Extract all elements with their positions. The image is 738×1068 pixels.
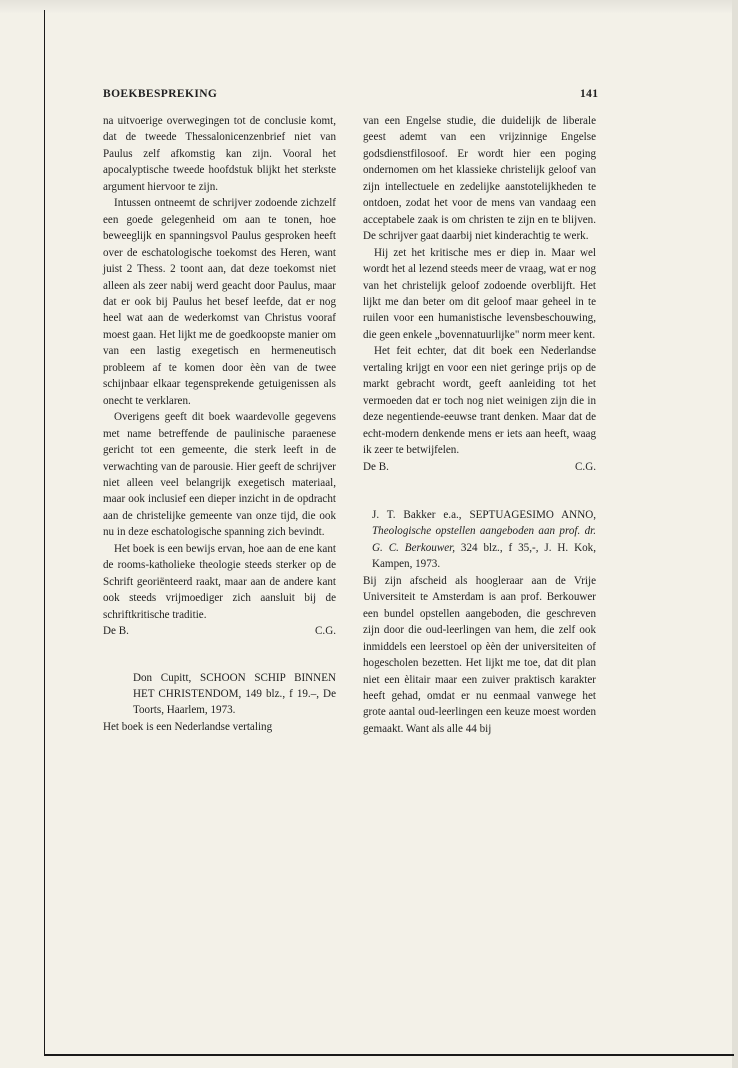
running-title: BOEKBESPREKING: [103, 88, 218, 100]
paragraph: na uitvoerige overwegingen tot de conclusie komt, dat de tweede Thessalonicenzenbrief niet van Paulus zelf afkomstig kan zijn. Vooral het apocalyptische tweede hoofdstuk blijkt het sterkste argument hiervoor te zijn.: [103, 115, 336, 193]
paragraph: Bij zijn afscheid als hoogleraar aan de Vrije Universiteit te Amsterdam is aan prof. Berkouwer een bundel opstellen aangeboden, die geschreven zijn door die oud-leerlingen van hem, die zelf ook inmiddels een leerstoel op èèn der universiteiten of hogescholen bezetten. Het lijkt me toe, dat dit plan niet een èlitair maar een zuiver praktisch karakter heeft gehad, omdat er nu eenmaal vanwege het grote aantal oud-leerlingen een keuze moest worden gemaakt. Want als alle 44 bij: [363, 574, 596, 735]
page-number: 141: [580, 88, 599, 100]
reference-text: Don Cupitt, SCHOON SCHIP BINNEN HET CHRISTENDOM, 149 blz., f 19.–, De Toorts, Haarlem, 1973.: [133, 671, 336, 717]
paragraph: Het feit echter, dat dit boek een Nederlandse vertaling krijgt en voor een niet geringe prijs op de markt gebracht wordt, geeft aanleiding tot het vermoeden dat er toch nog niet weinigen zijn die in deze negentiende-eeuwse trant denken. Maar dat de echt-modern denkende mens er iets aan heeft, waag ik zeer te betwijfelen.: [363, 345, 596, 457]
page-top-shadow: [0, 0, 738, 14]
signature-initials: C.G.: [575, 460, 596, 473]
book-reference: [103, 670, 336, 719]
signature-place: De B.: [363, 460, 389, 473]
reference-authors: J. T. Bakker e.a., SEPTUAGESIMO ANNO,: [372, 508, 596, 521]
paragraph: Intussen ontneemt de schrijver zodoende zichzelf een goede gelegenheid om aan te tonen, hoe beweeglijk en spanningsvol Paulus gesproken heeft over de eschatologische toekomst des Heren, want juist 2 Thess. 2 toont aan, dat deze toekomst niet alleen als zeer nabij werd geacht door Paulus, maar dat er ook bij Paulus het besef leefde, dat er nog heel wat aan de wederkomst van Christus vooraf moest gaan. Het lijkt me de goedkoopste manier om van een lastig exegetisch en hermeneutisch probleem af te komen door èèn van de twee schijnbaar elkaar tegensprekende getuigenissen als onecht te verklaren.: [103, 197, 336, 407]
paragraph: Het boek is een Nederlandse vertaling: [103, 720, 273, 733]
signature-place: De B.: [103, 625, 129, 638]
paragraph: Overigens geeft dit boek waardevolle gegevens met name betreffende de paulinische paraenese gericht tot een gemeente, die sterk leeft in de verwachting van de parousie. Hier geeft de schrijver niet alleen veel belangrijk exegetisch materiaal, maar ook inclusief een dieper inzicht in de opdracht aan de christelijke gemeente van onze tijd, die ook nu in deze eschatologische spanning zich bevindt.: [103, 411, 336, 539]
right-column: [363, 113, 596, 737]
review-signature: [363, 459, 596, 475]
review-signature: [103, 623, 336, 639]
left-column: [103, 113, 336, 735]
reference-details: 324 blz., f 35,-, J. H. Kok, Kampen, 1973.: [372, 541, 596, 571]
paragraph: Het boek is een bewijs ervan, hoe aan de ene kant de rooms-katholieke theologie steeds sterker op de Schrift georiënteerd raakt, maar aan de andere kant ook steeds vrijmoediger zich aansluit bij de schriftkritische traditie.: [103, 542, 336, 621]
scan-border-left: [44, 10, 45, 1055]
book-reference: [363, 507, 596, 573]
reference-text: [372, 507, 596, 573]
scan-border-bottom: [44, 1054, 734, 1056]
paragraph: Hij zet het kritische mes er diep in. Maar wel wordt het al lezend steeds meer de vraag, wat er nog van het christelijk geloof zodoende overblijft. Het lijkt me dan beter om dit geloof maar geheel in te ruilen voor een humanistische levensbeschouwing, die geen enkele „bovennatuurlijke" norm meer kent.: [363, 246, 596, 341]
reference-title: Theologische opstellen aangeboden aan prof. dr. G. C. Berkouwer,: [372, 525, 596, 554]
signature-initials: C.G.: [315, 625, 336, 638]
paragraph: van een Engelse studie, die duidelijk de liberale geest ademt van een vrijzinnige Engelse godsdienstfilosoof. Er wordt hier een poging ondernomen om het klassieke christelijk geloof van zijn intellectuele en zedelijke aanstotelijkheden te ontdoen, zodat het voor de mens van vandaag een acceptabele zaak is om christen te zijn en te blijven. De schrijver gaat daarbij niet kinderachtig te werk.: [363, 115, 596, 243]
page-right-edge: [732, 0, 738, 1068]
